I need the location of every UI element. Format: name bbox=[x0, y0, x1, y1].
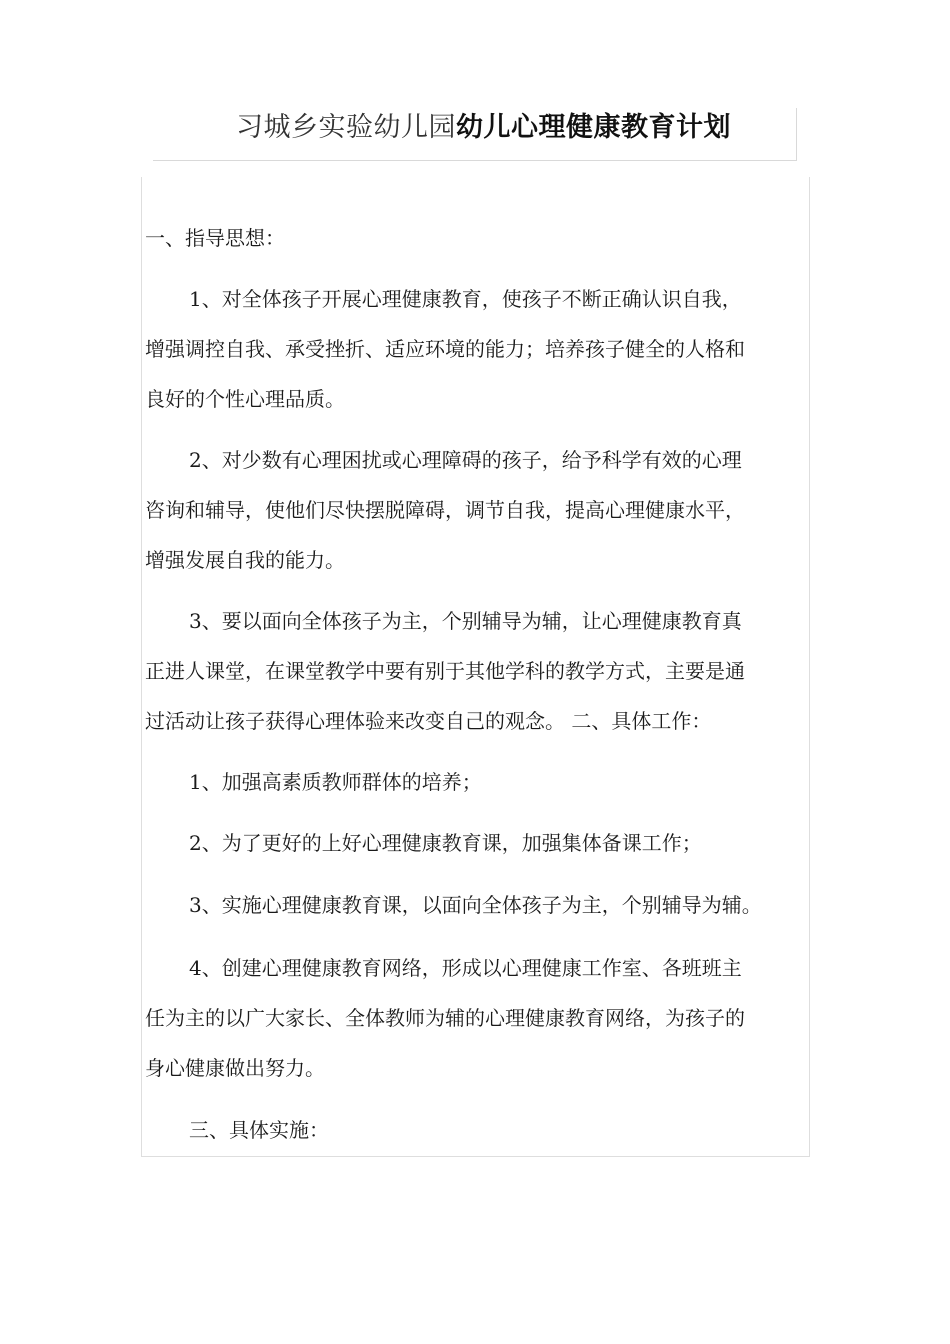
paragraph-line: 3、要以面向全体孩子为主，个别辅导为辅，让心理健康教育真 bbox=[189, 609, 742, 633]
title-plan-name: 幼儿心理健康教育计划 bbox=[456, 112, 731, 143]
list-item: 3、实施心理健康教育课，以面向全体孩子为主，个别辅导为辅。 bbox=[189, 893, 762, 917]
paragraph-line: 增强发展自我的能力。 bbox=[145, 548, 345, 572]
list-item: 4、创建心理健康教育网络，形成以心理健康工作室、各班班主 bbox=[189, 956, 742, 980]
document-title bbox=[236, 110, 731, 146]
paragraph-line: 正进人课堂，在课堂教学中要有别于其他学科的教学方式，主要是通 bbox=[145, 659, 745, 683]
section-heading-implementation: 三、具体实施： bbox=[189, 1118, 329, 1142]
paragraph-line: 2、对少数有心理困扰或心理障碍的孩子，给予科学有效的心理 bbox=[189, 448, 742, 472]
paragraph-line: 增强调控自我、承受挫折、适应环境的能力；培养孩子健全的人格和 bbox=[145, 337, 745, 361]
paragraph-line: 任为主的以广大家长、全体教师为辅的心理健康教育网络，为孩子的 bbox=[145, 1006, 745, 1030]
paragraph-line: 1、对全体孩子开展心理健康教育，使孩子不断正确认识自我， bbox=[189, 287, 742, 311]
list-item: 2、为了更好的上好心理健康教育课，加强集体备课工作； bbox=[189, 831, 702, 855]
paragraph-line: 良好的个性心理品质。 bbox=[145, 387, 345, 411]
section-heading-guiding-thought: 一、指导思想： bbox=[145, 226, 285, 250]
paragraph-line: 身心健康做出努力。 bbox=[145, 1056, 325, 1080]
paragraph-line: 过活动让孩子获得心理体验来改变自己的观念。 二、具体工作： bbox=[145, 709, 712, 733]
list-item: 1、加强高素质教师群体的培养； bbox=[189, 770, 482, 794]
paragraph-line: 咨询和辅导，使他们尽快摆脱障碍，调节自我，提高心理健康水平， bbox=[145, 498, 745, 522]
title-school-name: 习城乡实验幼儿园 bbox=[236, 112, 456, 143]
